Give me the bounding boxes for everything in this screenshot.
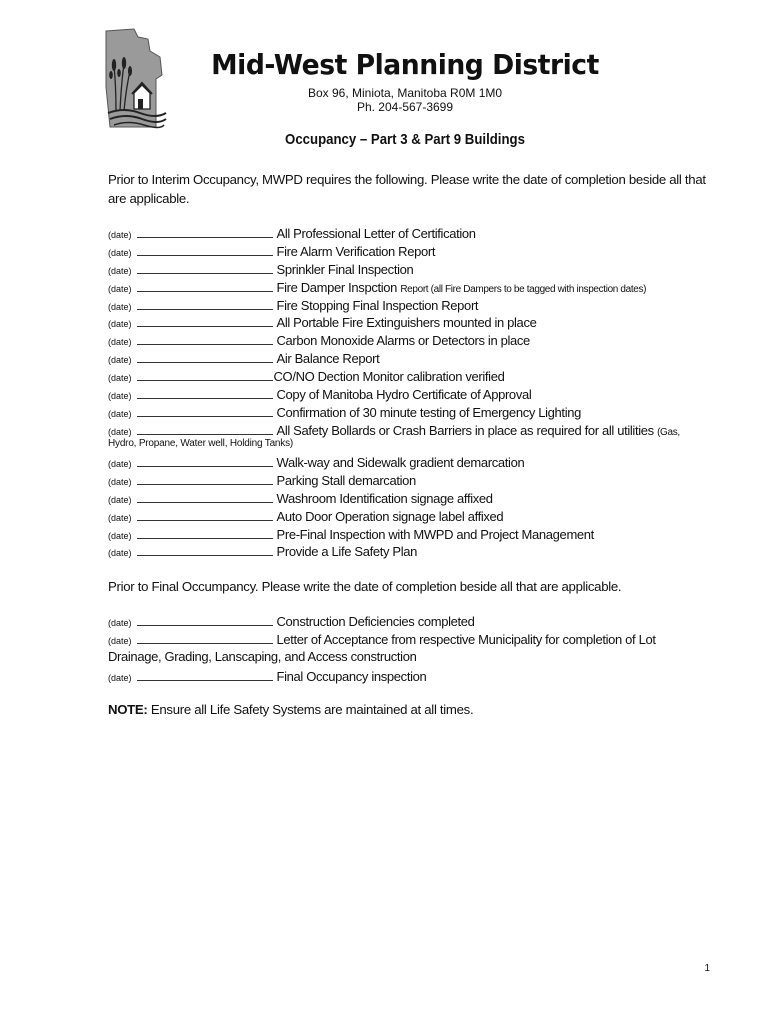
date-label: (date) [108, 495, 132, 505]
item-text: Sprinkler Final Inspection [276, 262, 414, 277]
interim-item [108, 350, 708, 369]
date-label: (date) [108, 284, 132, 294]
bollard-note-end: Hydro, Propane, Water well, Holding Tanks) [108, 438, 294, 449]
date-line[interactable] [137, 245, 273, 256]
final-item [108, 631, 708, 650]
interim-item [108, 472, 708, 491]
note-label: NOTE: [108, 702, 148, 717]
item-text: Auto Door Operation signage label affixed [276, 509, 504, 524]
date-label: (date) [108, 513, 132, 523]
item-text: Washroom Identification signage affixed [276, 491, 493, 506]
interim-item [108, 543, 708, 562]
date-label: (date) [108, 477, 132, 487]
date-line[interactable] [137, 474, 273, 485]
interim-item [108, 314, 708, 333]
interim-item [108, 243, 708, 262]
date-label: (date) [108, 618, 132, 628]
item-text: All Safety Bollards or Crash Barriers in place as required for all utilities [276, 423, 654, 438]
date-label: (date) [108, 373, 132, 383]
date-label: (date) [108, 548, 132, 558]
item-text: Air Balance Report [276, 351, 380, 366]
item-text: Construction Deficiencies completed [276, 614, 475, 629]
date-line[interactable] [137, 406, 273, 417]
date-line[interactable] [137, 528, 273, 539]
page-number: 1 [704, 963, 710, 974]
date-line[interactable] [137, 388, 273, 399]
interim-item [108, 368, 708, 387]
item-text: Letter of Acceptance from respective Municipality for completion of Lot [276, 632, 656, 647]
interim-item [108, 508, 708, 527]
date-line[interactable] [137, 352, 273, 363]
date-label: (date) [108, 673, 132, 683]
date-line[interactable] [137, 370, 273, 381]
final-item [108, 613, 708, 632]
interim-intro: Prior to Interim Occupancy, MWPD requires the following. Please write the date of completion beside all that are applicable. [108, 172, 706, 206]
interim-item [108, 386, 708, 405]
date-label: (date) [108, 319, 132, 329]
item-text: Parking Stall demarcation [276, 473, 416, 488]
bollard-note-start: (Gas, [657, 427, 680, 438]
interim-item [108, 332, 708, 351]
item-text: Walk-way and Sidewalk gradient demarcation [276, 455, 525, 470]
item-text: Copy of Manitoba Hydro Certificate of Approval [276, 387, 532, 402]
org-address: Box 96, Miniota, Manitoba R0M 1M0 [307, 86, 503, 100]
date-label: (date) [108, 409, 132, 419]
date-label: (date) [108, 302, 132, 312]
interim-item [108, 454, 708, 473]
date-line[interactable] [137, 670, 273, 681]
interim-item [108, 404, 708, 423]
interim-item [108, 490, 708, 509]
date-label: (date) [108, 337, 132, 347]
date-line[interactable] [137, 299, 273, 310]
letter-continuation: Drainage, Grading, Lanscaping, and Access construction [108, 649, 417, 664]
date-label: (date) [108, 248, 132, 258]
item-text: All Portable Fire Extinguishers mounted in place [276, 315, 537, 330]
date-line[interactable] [137, 227, 273, 238]
date-line[interactable] [137, 510, 273, 521]
item-text: Carbon Monoxide Alarms or Detectors in place [276, 333, 530, 348]
date-line[interactable] [137, 456, 273, 467]
final-item [108, 668, 708, 687]
interim-item [108, 225, 708, 244]
document-title: Occupancy – Part 3 & Part 9 Buildings [285, 131, 525, 148]
item-text: Pre-Final Inspection with MWPD and Project Management [276, 527, 594, 542]
item-text: Fire Alarm Verification Report [276, 244, 436, 259]
date-line[interactable] [137, 545, 273, 556]
date-label: (date) [108, 427, 132, 437]
date-label: (date) [108, 230, 132, 240]
item-text: Fire Stopping Final Inspection Report [276, 298, 479, 313]
org-phone: Ph. 204-567-3699 [356, 100, 454, 114]
date-line[interactable] [137, 263, 273, 274]
date-line[interactable] [137, 334, 273, 345]
item-text: CO/NO Dection Monitor calibration verified [273, 369, 505, 384]
date-label: (date) [108, 531, 132, 541]
date-label: (date) [108, 459, 132, 469]
interim-item [108, 261, 708, 280]
date-line[interactable] [137, 281, 273, 292]
note-line [108, 702, 473, 717]
item-text: Provide a Life Safety Plan [276, 544, 418, 559]
mwpd-logo [104, 27, 168, 131]
note-text: Ensure all Life Safety Systems are maintained at all times. [150, 702, 474, 717]
item-text: All Professional Letter of Certification [276, 226, 476, 241]
date-line[interactable] [137, 316, 273, 327]
date-line[interactable] [137, 492, 273, 503]
final-intro: Prior to Final Occumpancy. Please write the date of completion beside all that are applicable. [108, 579, 622, 594]
interim-item [108, 279, 708, 299]
date-label: (date) [108, 355, 132, 365]
org-title: Mid-West Planning District [211, 48, 599, 81]
damper-note: Report (all Fire Dampers to be tagged with inspection dates) [400, 284, 647, 295]
date-label: (date) [108, 266, 132, 276]
item-text: Final Occupancy inspection [276, 669, 427, 684]
date-label: (date) [108, 391, 132, 401]
date-line[interactable] [137, 615, 273, 626]
date-line[interactable] [137, 424, 273, 435]
date-label: (date) [108, 636, 132, 646]
item-text: Confirmation of 30 minute testing of Emergency Lighting [276, 405, 581, 420]
date-line[interactable] [137, 633, 273, 644]
item-text: Fire Damper Inspction [276, 280, 398, 295]
